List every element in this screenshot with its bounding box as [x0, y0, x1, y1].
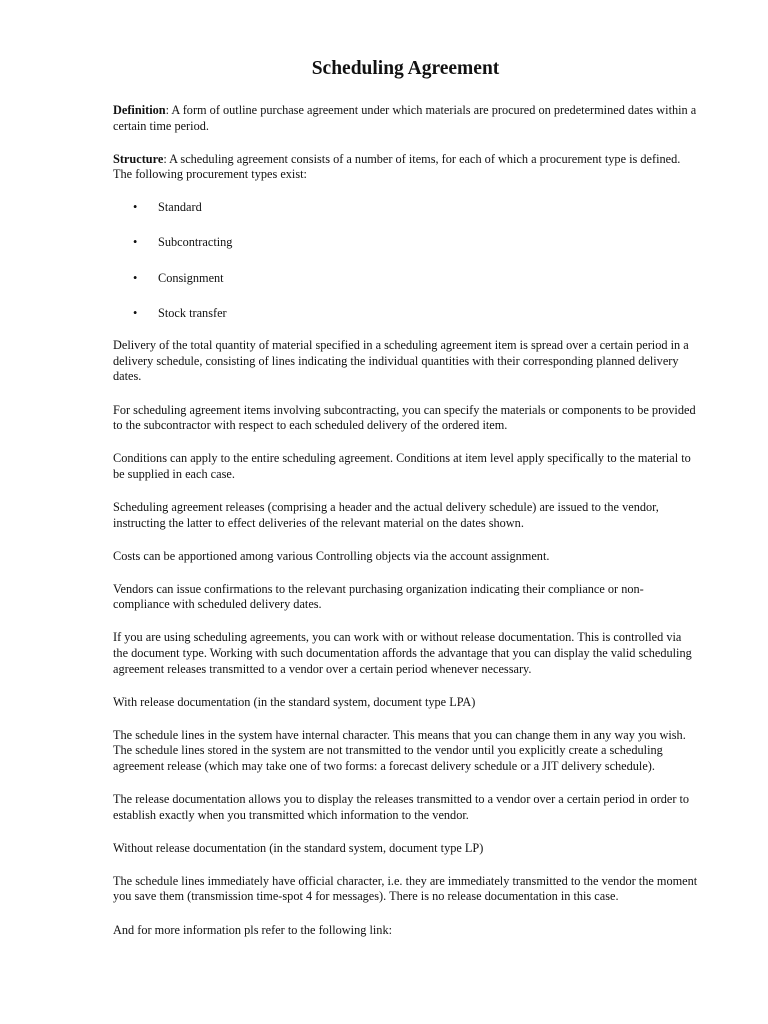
bullet-icon: • — [133, 305, 138, 320]
procurement-type-subcontracting: Subcontracting — [158, 235, 233, 250]
structure-label: Structure — [113, 151, 164, 166]
paragraph-costs: Costs can be apportioned among various Controlling objects via the account assignment. — [113, 548, 550, 563]
paragraph-more-info: And for more information pls refer to the following link: — [113, 922, 393, 937]
structure-paragraph — [113, 152, 698, 183]
paragraph-release-documentation: If you are using scheduling agreements, you can work with or without release documentation. This is controlled via the document type. Working with such documentation affords the advantage that you can display the valid scheduling agreement releases transmitted to a vendor over a certain period whenever necessary. — [113, 630, 692, 676]
document-title: Scheduling Agreement — [311, 58, 500, 79]
definition-text: : A form of outline purchase agreement under which materials are procured on predetermined dates within a certain time period. — [113, 103, 697, 133]
list-item — [113, 200, 698, 216]
bullet-icon: • — [133, 270, 138, 285]
structure-text: : A scheduling agreement consists of a number of items, for each of which a procurement type is defined. The following procurement types exist: — [113, 151, 681, 182]
list-item — [113, 235, 698, 251]
procurement-type-standard: Standard — [158, 200, 202, 215]
paragraph-releases: Scheduling agreement releases (comprising a header and the actual delivery schedule) are issued to the vendor, instructing the latter to effect deliveries of the relevant material on the dates shown. — [113, 499, 659, 530]
procurement-type-consignment: Consignment — [158, 270, 224, 285]
paragraph-display-releases: The release documentation allows you to display the releases transmitted to a vendor over a certain period in order to establish exactly when you transmitted which information to the vendor. — [113, 792, 690, 822]
list-item — [113, 306, 698, 322]
definition-paragraph — [113, 103, 698, 134]
paragraph-with-release-doc: With release documentation (in the standard system, document type LPA) — [113, 694, 476, 709]
bullet-icon: • — [133, 200, 138, 215]
paragraph-official-character: The schedule lines immediately have official character, i.e. they are immediately transmitted to the vendor the moment you save them (transmission time-spot 4 for messages). There is no release documentation in this case. — [113, 873, 698, 904]
procurement-types-list — [113, 200, 698, 321]
paragraph-delivery-schedule: Delivery of the total quantity of material specified in a scheduling agreement item is spread over a certain period in a delivery schedule, consisting of lines indicating the individual quantities with their corresponding planned delivery dates. — [113, 338, 689, 384]
paragraph-subcontracting: For scheduling agreement items involving subcontracting, you can specify the materials or components to be provided to the subcontractor with respect to each scheduled delivery of the ordered item. — [113, 402, 696, 433]
list-item — [113, 271, 698, 287]
paragraph-internal-character: The schedule lines in the system have internal character. This means that you can change them in any way you wish. The schedule lines stored in the system are not transmitted to the vendor until you explicitly create a scheduling agreement release (which may take one of two forms: a forecast delivery schedule or a JIT delivery schedule). — [113, 727, 686, 773]
document-page — [113, 56, 698, 956]
bullet-icon: • — [133, 235, 138, 250]
paragraph-conditions: Conditions can apply to the entire scheduling agreement. Conditions at item level apply specifically to the material to be supplied in each case. — [113, 451, 691, 481]
paragraph-without-release-doc: Without release documentation (in the standard system, document type LP) — [113, 840, 484, 855]
procurement-type-stock-transfer: Stock transfer — [158, 305, 227, 320]
definition-label: Definition — [113, 103, 166, 117]
paragraph-confirmations: Vendors can issue confirmations to the relevant purchasing organization indicating their compliance or non-compliance with scheduled delivery dates. — [113, 581, 644, 612]
